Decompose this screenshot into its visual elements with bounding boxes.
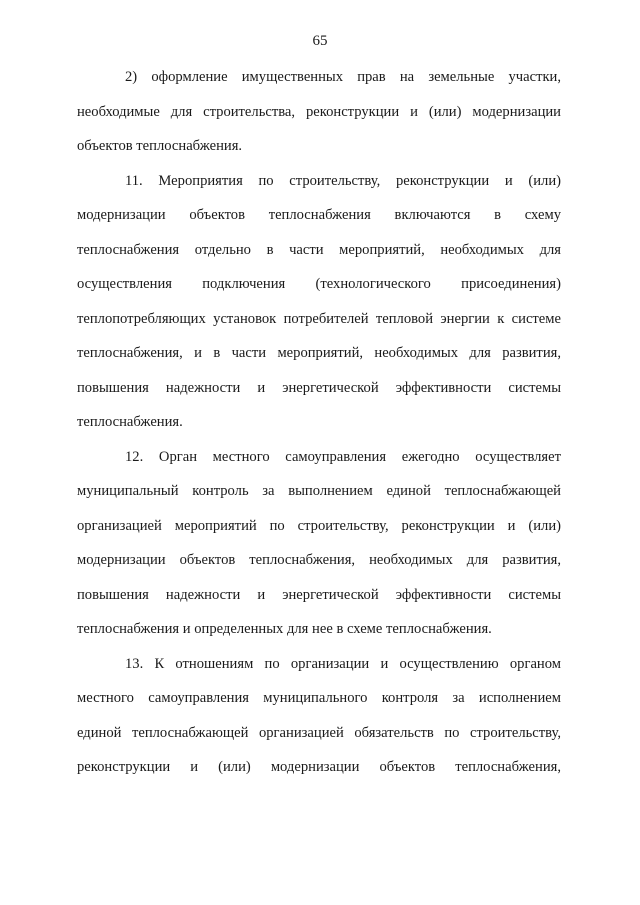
- document-body: [77, 60, 561, 785]
- text-line: 12. Орган местного самоуправления ежегодно осуществляет: [125, 448, 561, 465]
- paragraph-item-2: [77, 60, 561, 164]
- text-line: модернизации объектов теплоснабжения включаются в схему: [77, 207, 561, 223]
- text-line: необходимые для строительства, реконструкции и (или) модернизации: [77, 103, 561, 120]
- paragraph-12: [77, 440, 561, 647]
- text-line: организацией мероприятий по строительству, реконструкции и (или): [77, 517, 561, 534]
- text-line: модернизации объектов теплоснабжения, необходимых для развития,: [77, 552, 561, 568]
- text-line: теплоснабжения отдельно в части мероприятий, необходимых для: [77, 241, 561, 258]
- text-line: теплопотребляющих установок потребителей тепловой энергии к системе: [77, 310, 561, 327]
- text-line: муниципальный контроль за выполнением единой теплоснабжающей: [77, 483, 561, 499]
- paragraph-13: [77, 647, 561, 785]
- text-line: повышения надежности и энергетической эффективности системы: [77, 586, 561, 603]
- text-line: 11. Мероприятия по строительству, реконструкции и (или): [125, 172, 561, 189]
- text-line: единой теплоснабжающей организацией обязательств по строительству,: [77, 724, 561, 741]
- text-line: повышения надежности и энергетической эффективности системы: [77, 379, 561, 396]
- text-line: теплоснабжения.: [77, 414, 183, 430]
- text-line: реконструкции и (или) модернизации объектов теплоснабжения,: [77, 759, 561, 775]
- text-line: осуществления подключения (технологического присоединения): [77, 276, 561, 292]
- paragraph-11: [77, 164, 561, 440]
- text-line: местного самоуправления муниципального контроля за исполнением: [77, 690, 561, 706]
- text-line: 2) оформление имущественных прав на земельные участки,: [125, 69, 561, 85]
- text-line: объектов теплоснабжения.: [77, 138, 243, 154]
- text-line: 13. К отношениям по организации и осуществлению органом: [125, 655, 561, 672]
- text-line: теплоснабжения и определенных для нее в схеме теплоснабжения.: [77, 621, 492, 637]
- page-number: 65: [312, 33, 328, 49]
- text-line: теплоснабжения, и в части мероприятий, необходимых для развития,: [77, 345, 561, 361]
